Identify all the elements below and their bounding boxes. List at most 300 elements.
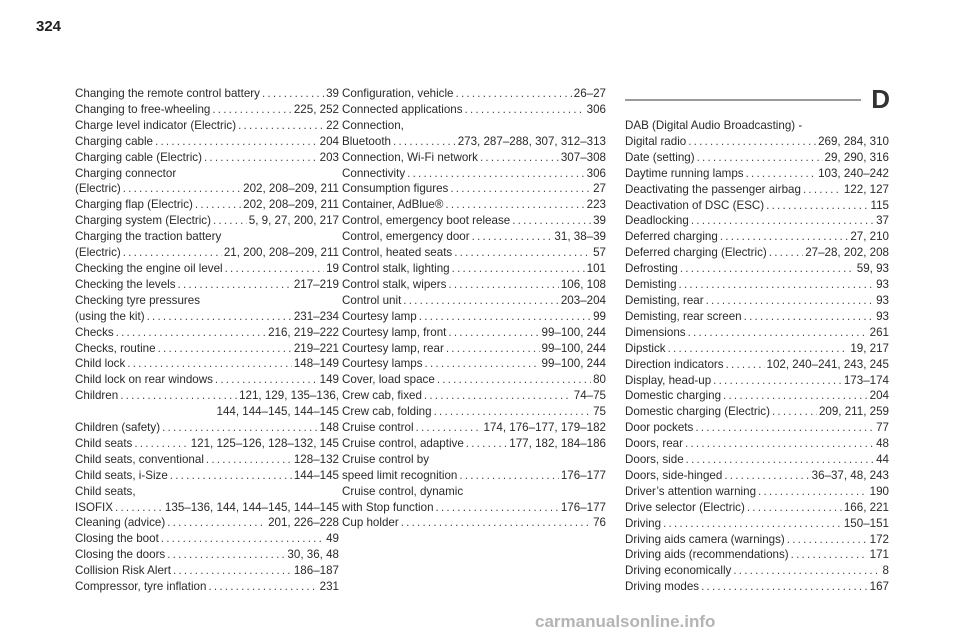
entry-pages: 223	[586, 198, 606, 212]
index-entry	[75, 293, 339, 325]
entry-label: Digital radio	[625, 134, 687, 148]
dot-leader	[212, 102, 292, 118]
index-entry	[625, 532, 889, 548]
entry-pages: 216, 219–222	[268, 325, 339, 339]
entry-label: Crew cab, fixed	[342, 389, 422, 403]
dot-leader	[262, 86, 324, 102]
entry-label: ISOFIX	[75, 500, 114, 514]
entry-label: Charging cable (Electric)	[75, 150, 202, 164]
entry-pages: 27–28, 202, 208	[805, 246, 889, 260]
dot-leader	[472, 229, 553, 245]
index-entry	[625, 500, 889, 516]
index-entry	[342, 436, 606, 452]
index-entry	[625, 261, 889, 277]
dot-leader	[663, 516, 842, 532]
entry-label: Domestic charging	[625, 389, 722, 403]
entry-label: Children (safety)	[75, 421, 161, 435]
entry-pages: 59, 93	[856, 262, 889, 276]
entry-pages: 202, 208–209, 211	[243, 182, 339, 196]
entry-pages: 171	[869, 548, 889, 562]
dot-leader	[127, 356, 292, 372]
entry-pages: 167	[869, 580, 889, 594]
entry-pages: 102, 240–241, 243, 245	[766, 357, 889, 371]
index-entry	[75, 261, 339, 277]
dot-leader	[116, 325, 266, 341]
entry-label: Control unit	[342, 293, 402, 307]
dot-leader	[697, 150, 823, 166]
entry-label: Demisting	[625, 278, 677, 292]
entry-pages: 93	[876, 309, 889, 323]
index-entry	[75, 277, 339, 293]
index-entry	[625, 516, 889, 532]
entry-pages: 176–177	[560, 500, 606, 514]
dot-leader	[723, 388, 868, 404]
entry-label: Cruise control	[342, 421, 414, 435]
index-entry	[342, 229, 606, 245]
entry-label: (Electric)	[75, 246, 121, 260]
index-entry	[75, 150, 339, 166]
entry-pages: 172	[869, 532, 889, 546]
entry-pages: 21, 200, 208–209, 211	[223, 246, 339, 260]
dot-leader	[758, 484, 868, 500]
dot-leader	[466, 436, 507, 452]
entry-label: Connection, Wi-Fi network	[342, 150, 478, 164]
entry-pages: 99–100, 244	[541, 341, 606, 355]
dot-leader	[724, 468, 809, 484]
index-entry	[625, 277, 889, 293]
index-entry	[342, 484, 606, 516]
entry-label: Deactivation of DSC (ESC)	[625, 198, 765, 212]
watermark: carmanualsonline.info	[535, 612, 716, 631]
index-entry	[75, 229, 339, 261]
index-entry	[75, 579, 339, 595]
entry-pages: 122, 127	[843, 182, 889, 196]
entry-pages: 99	[593, 309, 606, 323]
index-entry	[75, 547, 339, 563]
entry-label: Compressor, tyre inflation	[75, 580, 207, 594]
dot-leader	[452, 261, 585, 277]
dot-leader	[161, 531, 324, 547]
index-column-3	[625, 118, 889, 595]
entry-pages: 204	[869, 389, 889, 403]
entry-pages: 121, 129, 135–136,	[239, 389, 339, 403]
index-entry	[625, 468, 889, 484]
entry-pages: 101	[586, 261, 606, 275]
entry-label: Consumption figures	[342, 182, 449, 196]
entry-pages: 204	[319, 134, 339, 148]
entry-label: Demisting, rear	[625, 293, 704, 307]
entry-label: Container, AdBlue®	[342, 198, 444, 212]
dot-leader	[766, 198, 868, 214]
entry-label: Door pockets	[625, 421, 694, 435]
entry-pages: 128–132	[293, 452, 339, 466]
index-entry	[625, 579, 889, 595]
entry-label: Display, head-up	[625, 373, 712, 387]
entry-label: Closing the doors	[75, 548, 166, 562]
entry-pages: 27, 210	[850, 230, 889, 244]
entry-pages: 74–75	[573, 389, 606, 403]
dot-leader	[448, 325, 539, 341]
index-entry	[75, 563, 339, 579]
dot-leader	[147, 309, 292, 325]
entry-pages: 99–100, 244	[541, 357, 606, 371]
entry-label: Dimensions	[625, 325, 686, 339]
dot-leader	[803, 182, 842, 198]
dot-leader	[238, 118, 324, 134]
entry-pages: 174, 176–177, 179–182	[483, 421, 606, 435]
entry-pages: 115	[870, 198, 889, 212]
dot-leader	[115, 500, 163, 516]
index-entry	[625, 373, 889, 389]
index-entry	[342, 213, 606, 229]
entry-label: Checks, routine	[75, 341, 156, 355]
entry-pages: 103, 240–242	[818, 166, 889, 180]
dot-leader	[688, 134, 816, 150]
dot-leader	[208, 579, 317, 595]
entry-pages: 261	[869, 325, 889, 339]
index-entry	[75, 356, 339, 372]
entry-label: Charging cable	[75, 134, 153, 148]
index-entry	[625, 213, 889, 229]
entry-pages: 48	[876, 437, 889, 451]
index-entry	[625, 404, 889, 420]
dot-leader	[436, 500, 559, 516]
index-entry	[625, 118, 889, 150]
dot-leader	[416, 420, 482, 436]
index-entry	[75, 325, 339, 341]
index-entry	[75, 388, 339, 420]
dot-leader	[155, 134, 318, 150]
index-entry	[342, 245, 606, 261]
dot-leader	[401, 515, 591, 531]
dot-leader	[434, 404, 592, 420]
entry-pages: 39	[326, 87, 339, 100]
dot-leader	[393, 134, 456, 150]
entry-pages: 5, 9, 27, 200, 217	[248, 214, 339, 228]
index-entry	[75, 452, 339, 468]
dot-leader	[178, 277, 292, 293]
entry-pages: 8	[882, 564, 889, 578]
index-entry	[75, 102, 339, 118]
dot-leader	[123, 245, 222, 261]
index-entry	[625, 150, 889, 166]
dot-leader	[747, 500, 842, 516]
entry-pages: 37	[876, 214, 889, 228]
entry-label: Deadlocking	[625, 214, 689, 228]
entry-heading: Checking tyre pressures	[75, 293, 201, 307]
entry-pages: 22	[326, 118, 339, 132]
entry-label: Connectivity	[342, 166, 406, 180]
entry-label: Driver’s attention warning	[625, 484, 757, 498]
entry-label: speed limit recognition	[342, 468, 458, 482]
index-entry	[75, 86, 339, 102]
entry-label: Doors, side	[625, 453, 684, 467]
dot-leader	[791, 547, 868, 563]
index-entry	[75, 341, 339, 357]
entry-pages: 106, 108	[560, 277, 606, 291]
entry-label: (Electric)	[75, 182, 121, 196]
index-entry	[625, 357, 889, 373]
index-entry	[342, 102, 606, 118]
entry-heading: Charging connector	[75, 166, 177, 180]
index-entry	[342, 118, 606, 150]
index-entry	[75, 515, 339, 531]
entry-pages: 44	[876, 453, 889, 467]
dot-leader	[407, 166, 585, 182]
entry-heading: Cruise control, dynamic	[342, 484, 464, 498]
index-entry	[75, 484, 339, 516]
index-entry	[625, 198, 889, 214]
index-entry	[625, 182, 889, 198]
dot-leader	[162, 420, 318, 436]
entry-label: Charging flap (Electric)	[75, 198, 193, 212]
dot-leader	[691, 213, 874, 229]
index-entry	[625, 484, 889, 500]
page-number: 324	[36, 18, 62, 35]
entry-label: Daytime running lamps	[625, 166, 744, 180]
entry-label: Direction indicators	[625, 357, 724, 371]
entry-label: Checking the levels	[75, 277, 176, 291]
entry-label: with Stop function	[342, 500, 434, 514]
entry-label: Closing the boot	[75, 532, 159, 546]
entry-pages: 19, 217	[850, 341, 889, 355]
entry-label: Doors, rear	[625, 437, 683, 451]
entry-label: Child lock	[75, 357, 126, 371]
entry-label: Dipstick	[625, 341, 666, 355]
entry-pages: 209, 211, 259	[818, 405, 889, 419]
index-entry	[342, 388, 606, 404]
index-entry	[342, 372, 606, 388]
entry-label: Cup holder	[342, 516, 399, 530]
dot-leader	[713, 373, 842, 389]
entry-pages: 39	[593, 214, 606, 228]
index-entry	[342, 261, 606, 277]
entry-pages: 27	[593, 182, 606, 196]
index-entry	[75, 134, 339, 150]
entry-pages: 219–221	[293, 341, 339, 355]
entry-pages: 19	[326, 261, 339, 275]
dot-leader	[225, 261, 324, 277]
entry-pages: 144–145	[293, 468, 339, 482]
dot-leader	[726, 357, 765, 373]
entry-label: Child seats, i-Size	[75, 468, 168, 482]
entry-pages: 57	[593, 246, 606, 260]
entry-label: Cruise control, adaptive	[342, 436, 464, 450]
index-entry	[625, 166, 889, 182]
index-entry	[75, 420, 339, 436]
entry-pages: 80	[593, 373, 606, 387]
dot-leader	[120, 388, 237, 404]
entry-pages: 148	[319, 421, 339, 435]
entry-pages: 176–177	[560, 468, 606, 482]
dot-leader	[720, 229, 849, 245]
entry-pages: 190	[869, 484, 889, 498]
entry-label: Checking the engine oil level	[75, 261, 223, 275]
entry-label: Control, emergency door	[342, 230, 470, 244]
dot-leader	[173, 563, 292, 579]
index-entry	[342, 356, 606, 372]
dot-leader	[206, 452, 292, 468]
entry-pages: 203	[319, 150, 339, 164]
entry-label: Deactivating the passenger airbag	[625, 182, 801, 196]
entry-heading: Cruise control by	[342, 452, 429, 466]
entry-pages: 177, 182, 184–186	[509, 436, 606, 450]
entry-label: Courtesy lamp, front	[342, 325, 447, 339]
entry-pages: 306	[586, 102, 606, 116]
index-column-1	[75, 86, 339, 595]
entry-label: Control, emergency boot release	[342, 214, 511, 228]
index-entry	[342, 293, 606, 309]
index-entry	[625, 547, 889, 563]
entry-pages: 225, 252	[293, 102, 339, 116]
entry-label: Demisting, rear screen	[625, 309, 742, 323]
dot-leader	[744, 309, 874, 325]
entry-pages: 148–149	[293, 357, 339, 371]
dot-leader	[454, 245, 591, 261]
index-entry	[342, 166, 606, 182]
entry-label: Configuration, vehicle	[342, 87, 454, 100]
entry-pages: 121, 125–126, 128–132, 145	[190, 436, 339, 450]
index-entry	[625, 293, 889, 309]
dot-leader	[134, 436, 188, 452]
dot-leader	[456, 86, 572, 102]
dot-leader	[424, 388, 572, 404]
dot-leader	[695, 420, 874, 436]
dot-leader	[215, 372, 318, 388]
dot-leader	[123, 181, 241, 197]
index-entry	[342, 515, 606, 531]
entry-label: Defrosting	[625, 262, 678, 276]
entry-heading: Child seats,	[75, 484, 136, 498]
index-entry	[342, 150, 606, 166]
entry-label: Courtesy lamp, rear	[342, 341, 444, 355]
entry-pages: 29, 290, 316	[824, 150, 889, 164]
entry-label: Charging system (Electric)	[75, 214, 211, 228]
entry-label: Date (setting)	[625, 150, 695, 164]
dot-leader	[706, 293, 874, 309]
entry-pages: 186–187	[293, 564, 339, 578]
dot-leader	[465, 102, 585, 118]
entry-heading: DAB (Digital Audio Broadcasting) -	[625, 119, 803, 132]
entry-pages: 49	[326, 532, 339, 546]
index-entry	[75, 468, 339, 484]
dot-leader	[437, 372, 591, 388]
dot-leader	[167, 515, 266, 531]
entry-pages: 201, 226–228	[268, 516, 339, 530]
entry-label: Driving aids (recommendations)	[625, 548, 789, 562]
entry-pages: 36–37, 48, 243	[811, 468, 889, 482]
dot-leader	[688, 325, 868, 341]
entry-pages: 269, 284, 310	[818, 134, 889, 148]
entry-label: Control stalk, lighting	[342, 261, 450, 275]
dot-leader	[450, 181, 591, 197]
entry-label: Changing the remote control battery	[75, 87, 260, 100]
entry-pages: 75	[593, 405, 606, 419]
dot-leader	[733, 563, 880, 579]
entry-pages: 166, 221	[843, 500, 889, 514]
index-entry	[75, 197, 339, 213]
entry-pages: 203–204	[560, 293, 606, 307]
index-entry	[342, 420, 606, 436]
entry-label: Courtesy lamps	[342, 357, 423, 371]
entry-label: Crew cab, folding	[342, 405, 432, 419]
dot-leader	[459, 468, 559, 484]
entry-pages: 150–151	[843, 516, 889, 530]
entry-label: Driving economically	[625, 564, 732, 578]
dot-leader	[787, 532, 868, 548]
index-entry	[342, 325, 606, 341]
index-entry	[625, 420, 889, 436]
index-entry	[342, 181, 606, 197]
dot-leader	[680, 261, 855, 277]
dot-leader	[769, 245, 803, 261]
index-entry	[625, 563, 889, 579]
entry-pages: 93	[876, 278, 889, 292]
entry-label: (using the kit)	[75, 309, 145, 323]
entry-label: Driving aids camera (warnings)	[625, 532, 785, 546]
entry-pages: 76	[593, 516, 606, 530]
entry-label: Control stalk, wipers	[342, 277, 447, 291]
entry-pages: 77	[876, 421, 889, 435]
entry-label: Domestic charging (Electric)	[625, 405, 770, 419]
index-entry	[342, 341, 606, 357]
entry-label: Checks	[75, 325, 114, 339]
entry-pages: 273, 287–288, 307, 312–313	[457, 134, 606, 148]
dot-leader	[170, 468, 292, 484]
entry-label: Bluetooth	[342, 134, 391, 148]
dot-leader	[480, 150, 559, 166]
dot-leader	[512, 213, 591, 229]
entry-label: Driving	[625, 516, 662, 530]
entry-pages: 231	[319, 580, 339, 594]
entry-label: Collision Risk Alert	[75, 564, 171, 578]
dot-leader	[448, 277, 558, 293]
dot-leader	[158, 341, 292, 357]
entry-pages: 99–100, 244	[541, 325, 606, 339]
entry-pages: 135–136, 144, 144–145, 144–145	[164, 500, 339, 514]
index-entry	[75, 372, 339, 388]
entry-label: Drive selector (Electric)	[625, 500, 745, 514]
entry-pages: 217–219	[293, 277, 339, 291]
section-divider	[625, 99, 861, 101]
index-entry	[625, 245, 889, 261]
section-letter: D	[871, 84, 890, 114]
entry-pages-continued: 144, 144–145, 144–145	[216, 405, 339, 419]
entry-label: Children	[75, 389, 119, 403]
index-entry	[342, 309, 606, 325]
entry-label: Connected applications	[342, 102, 463, 116]
index-entry	[625, 341, 889, 357]
dot-leader	[204, 150, 318, 166]
entry-pages: 26–27	[573, 87, 606, 100]
index-entry	[75, 531, 339, 547]
entry-label: Driving modes	[625, 580, 700, 594]
index-entry	[625, 325, 889, 341]
index-entry	[342, 404, 606, 420]
dot-leader	[686, 452, 874, 468]
entry-label: Courtesy lamp	[342, 309, 417, 323]
dot-leader	[445, 197, 584, 213]
entry-pages: 30, 36, 48	[287, 548, 339, 562]
entry-pages: 31, 38–39	[554, 230, 606, 244]
entry-label: Changing to free-wheeling	[75, 102, 211, 116]
index-entry	[75, 213, 339, 229]
index-entry	[75, 436, 339, 452]
dot-leader	[701, 579, 868, 595]
index-entry	[75, 118, 339, 134]
dot-leader	[403, 293, 559, 309]
dot-leader	[668, 341, 849, 357]
